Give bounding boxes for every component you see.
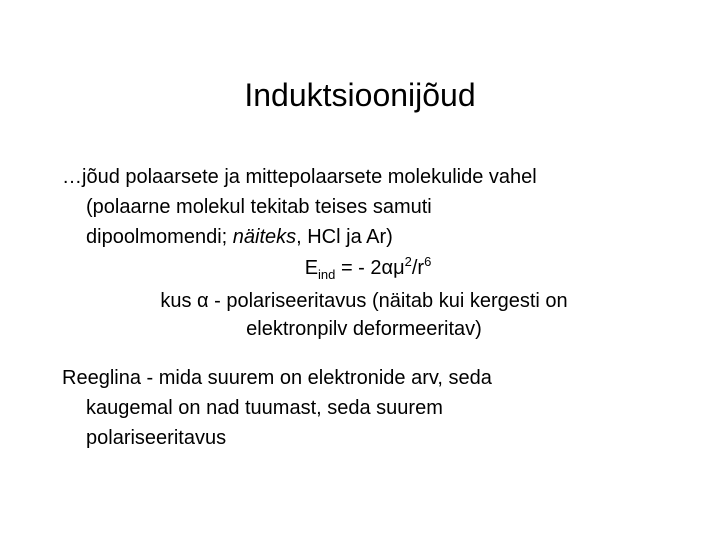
- paragraph-rule: [62, 363, 662, 453]
- polarizability-definition: elektronpilv deformeeritav): [246, 318, 482, 340]
- formula-energy-symbol: E: [304, 257, 319, 279]
- induction-energy-formula: [8, 253, 720, 283]
- paragraph-line: Reeglina - mida suurem on elektronide arv, seda: [62, 367, 492, 389]
- paragraph-line-example: [62, 222, 662, 252]
- formula-superscript: 6: [424, 254, 432, 269]
- text-fragment: , HCl ja Ar): [296, 226, 393, 248]
- italic-example-word: näiteks: [232, 226, 297, 248]
- formula-superscript: 2: [404, 254, 412, 269]
- paragraph-line: …jõud polaarsete ja mittepolaarsete molekulide vahel: [62, 166, 537, 188]
- formula-rhs: /r: [411, 257, 425, 279]
- polarizability-definition: kus α - polariseeritavus (näitab kui kergesti on: [160, 290, 568, 312]
- paragraph-line: kaugemal on nad tuumast, seda suurem: [86, 397, 443, 419]
- paragraph-line: polariseeritavus: [86, 427, 227, 449]
- formula-subscript: ind: [318, 267, 336, 282]
- paragraph-line: (polaarne molekul tekitab teises samuti: [86, 196, 432, 218]
- formula-rhs: = - 2αμ: [335, 257, 405, 279]
- text-fragment: dipoolmomendi;: [86, 226, 233, 248]
- paragraph-induction-forces: [62, 162, 662, 252]
- slide-title: Induktsioonijõud: [244, 77, 476, 113]
